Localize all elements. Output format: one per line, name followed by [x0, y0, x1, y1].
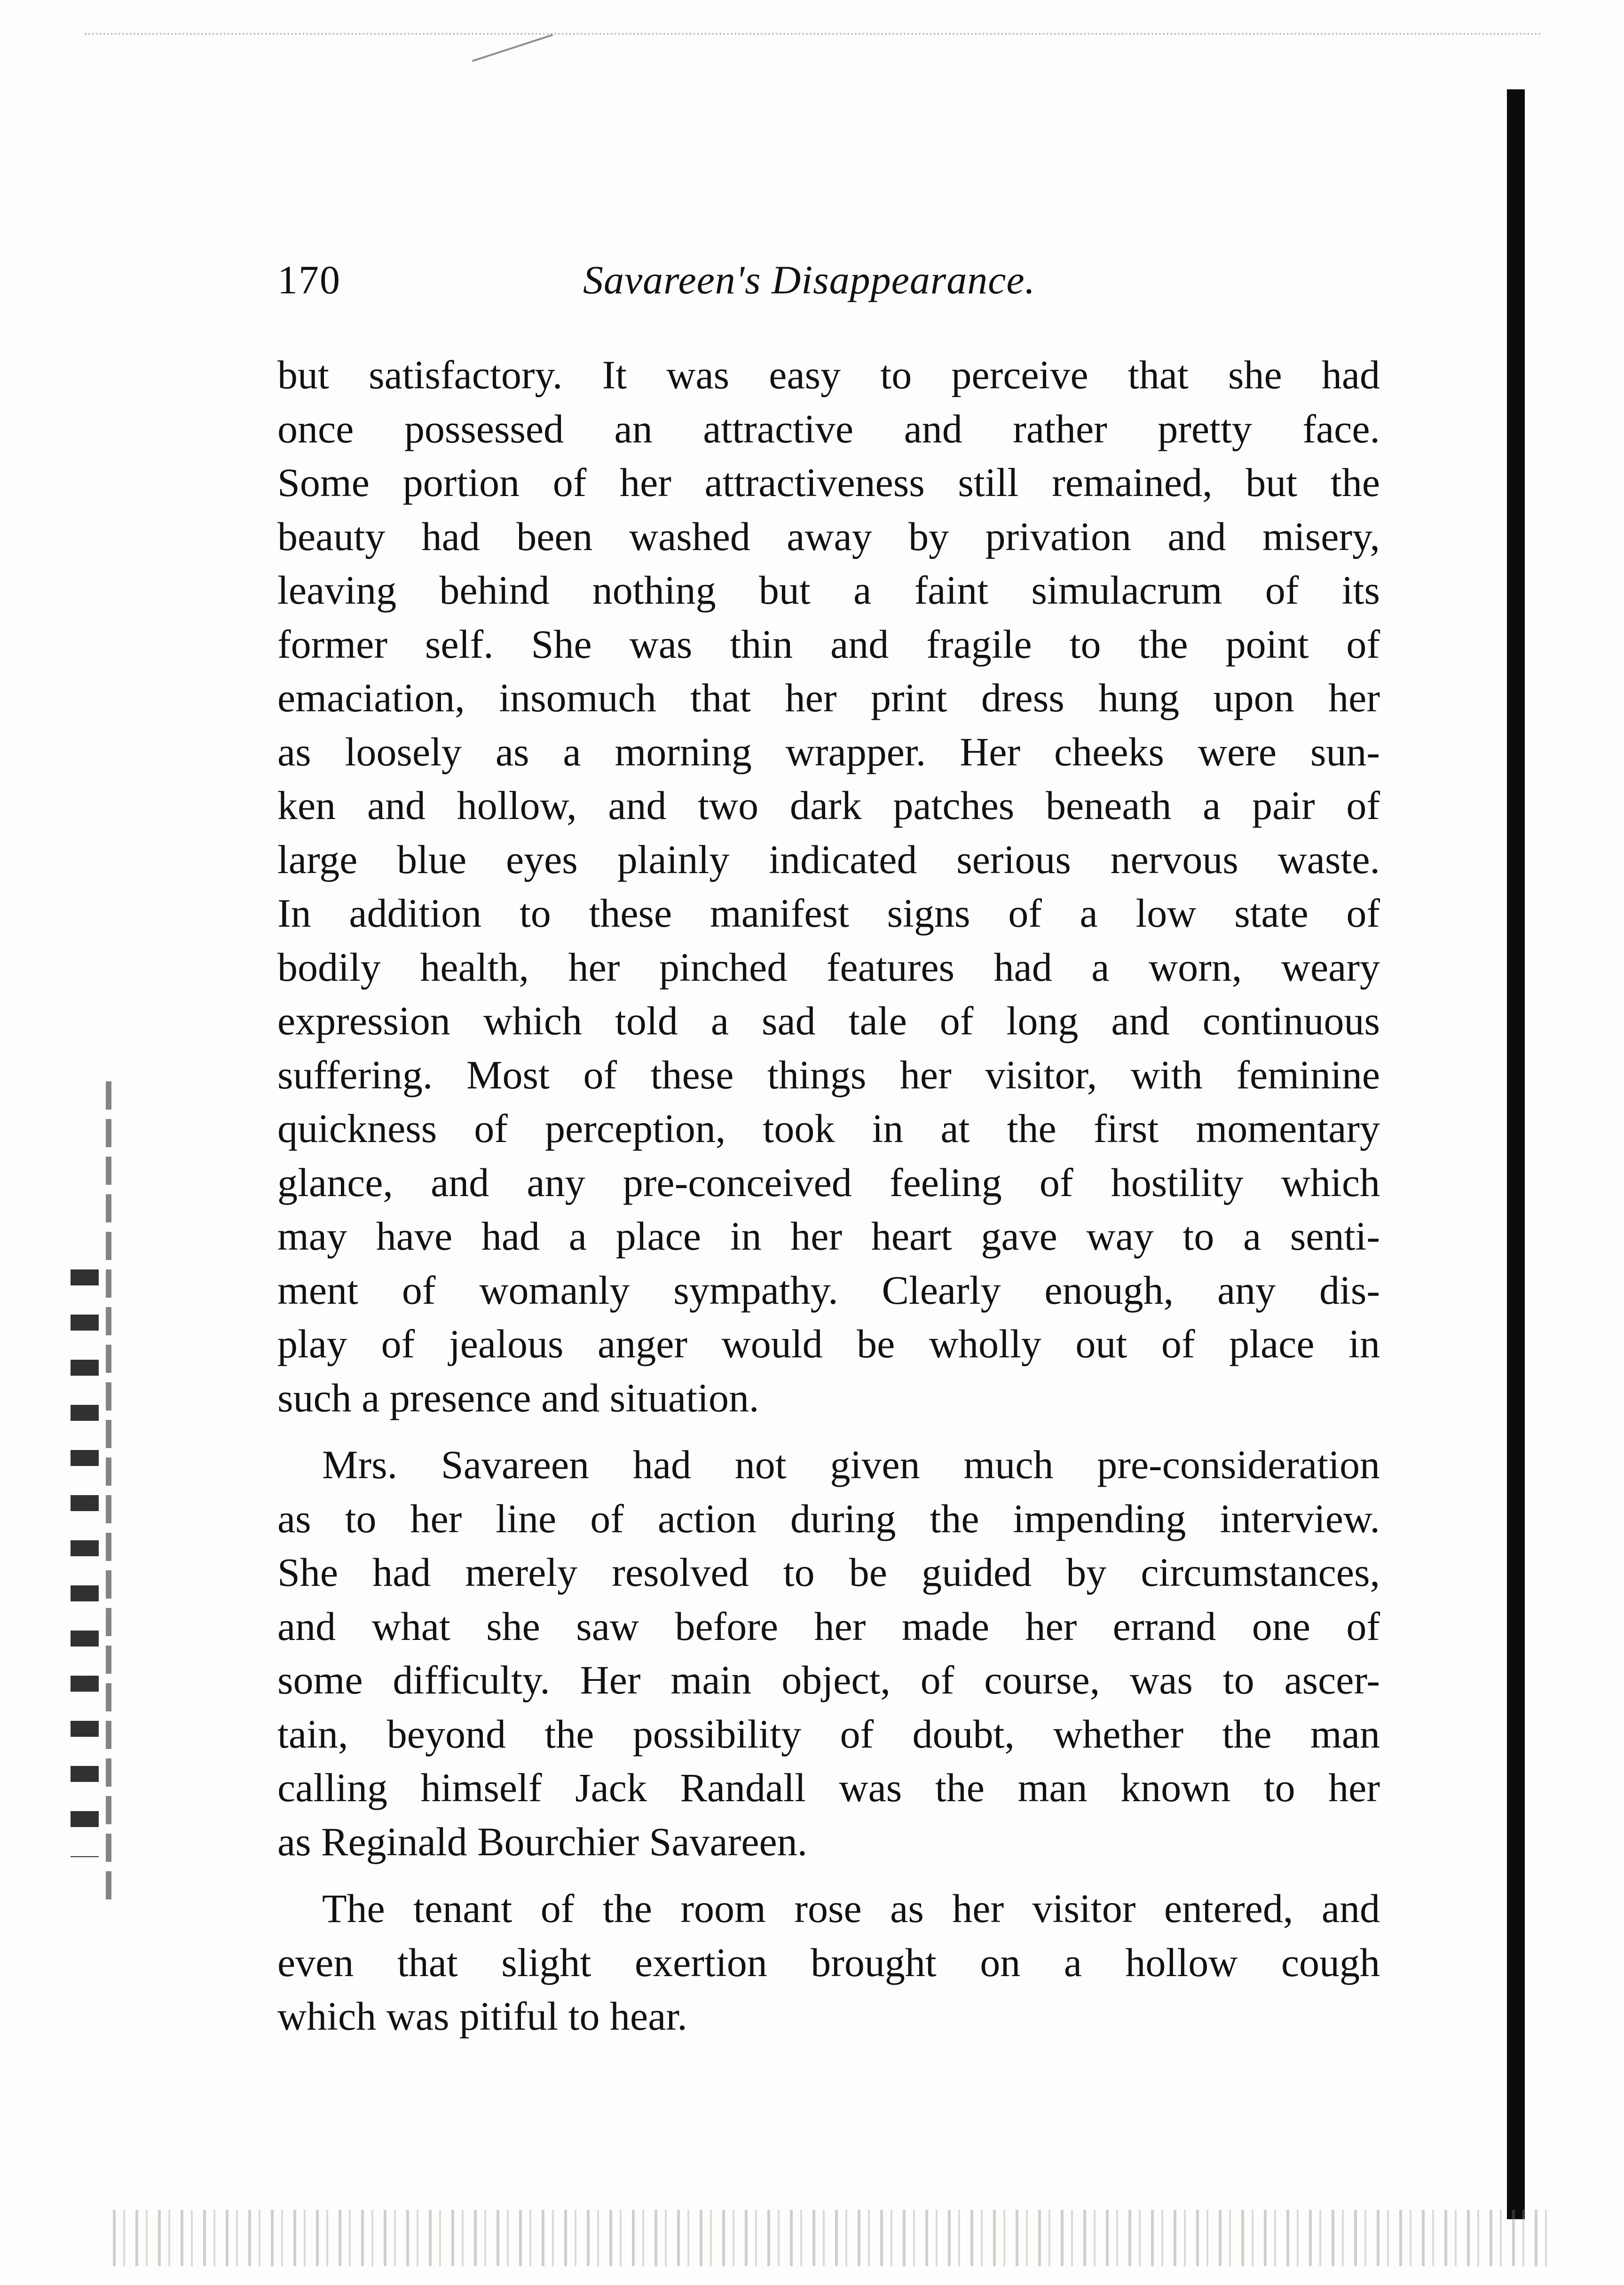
paragraph [277, 348, 1380, 1425]
text-line: play of jealous anger would be wholly out of place in [277, 1321, 1380, 1366]
text-line: former self. She was thin and fragile to the point of [277, 621, 1380, 667]
text-line: may have had a place in her heart gave way to a senti- [277, 1213, 1380, 1259]
text-line: leaving behind nothing but a faint simulacrum of its [277, 567, 1380, 613]
text-line: She had merely resolved to be guided by circumstances, [277, 1550, 1380, 1595]
text-line: The tenant of the room rose as her visitor entered, and [322, 1886, 1380, 1931]
text-line: once possessed an attractive and rather pretty face. [277, 406, 1380, 451]
text-line: even that slight exertion brought on a hollow cough [277, 1939, 1380, 1985]
text-line: ment of womanly sympathy. Clearly enough, any dis- [277, 1267, 1380, 1313]
text-line: Mrs. Savareen had not given much pre-consideration [322, 1442, 1380, 1487]
text-line: ken and hollow, and two dark patches beneath a pair of [277, 783, 1380, 828]
text-line: In addition to these manifest signs of a low state of [277, 890, 1380, 936]
page-number: 170 [277, 257, 341, 302]
text-line: such a presence and situation. [277, 1375, 759, 1420]
paragraph [277, 1882, 1380, 2043]
text-line: expression which told a sad tale of long and continuous [277, 998, 1380, 1043]
text-line: as Reginald Bourchier Savareen. [277, 1819, 808, 1864]
paragraph [277, 1438, 1380, 1868]
running-title: Savareen's Disappearance. [583, 257, 1036, 302]
body-text [277, 348, 1380, 2056]
text-line: emaciation, insomuch that her print dress hung upon her [277, 675, 1380, 720]
scan-gutter-line [106, 1081, 111, 1904]
scan-edge-top [85, 33, 1542, 49]
text-line: glance, and any pre-conceived feeling of hostility which [277, 1159, 1380, 1205]
scan-binding-edge [71, 1269, 99, 1857]
text-line: beauty had been washed away by privation and misery, [277, 513, 1380, 559]
text-line: which was pitiful to hear. [277, 1993, 687, 2039]
text-line: some difficulty. Her main object, of course, was to ascer- [277, 1657, 1380, 1702]
scan-edge-bottom [113, 2210, 1547, 2266]
text-line: as loosely as a morning wrapper. Her cheeks were sun- [277, 729, 1380, 774]
text-line: quickness of perception, took in at the first momentary [277, 1106, 1380, 1151]
text-line: large blue eyes plainly indicated serious nervous waste. [277, 836, 1380, 882]
text-line: calling himself Jack Randall was the man known to her [277, 1765, 1380, 1810]
text-line: tain, beyond the possibility of doubt, whether the man [277, 1711, 1380, 1757]
text-line: as to her line of action during the impending interview. [277, 1496, 1380, 1541]
scan-edge-right [1507, 89, 1525, 2219]
text-line: bodily health, her pinched features had a worn, weary [277, 944, 1380, 990]
text-line: Some portion of her attractiveness still remained, but the [277, 460, 1380, 505]
text-line: suffering. Most of these things her visitor, with feminine [277, 1052, 1380, 1097]
page-header [277, 254, 1382, 306]
text-line: but satisfactory. It was easy to perceive that she had [277, 352, 1380, 397]
text-line: and what she saw before her made her errand one of [277, 1603, 1380, 1649]
